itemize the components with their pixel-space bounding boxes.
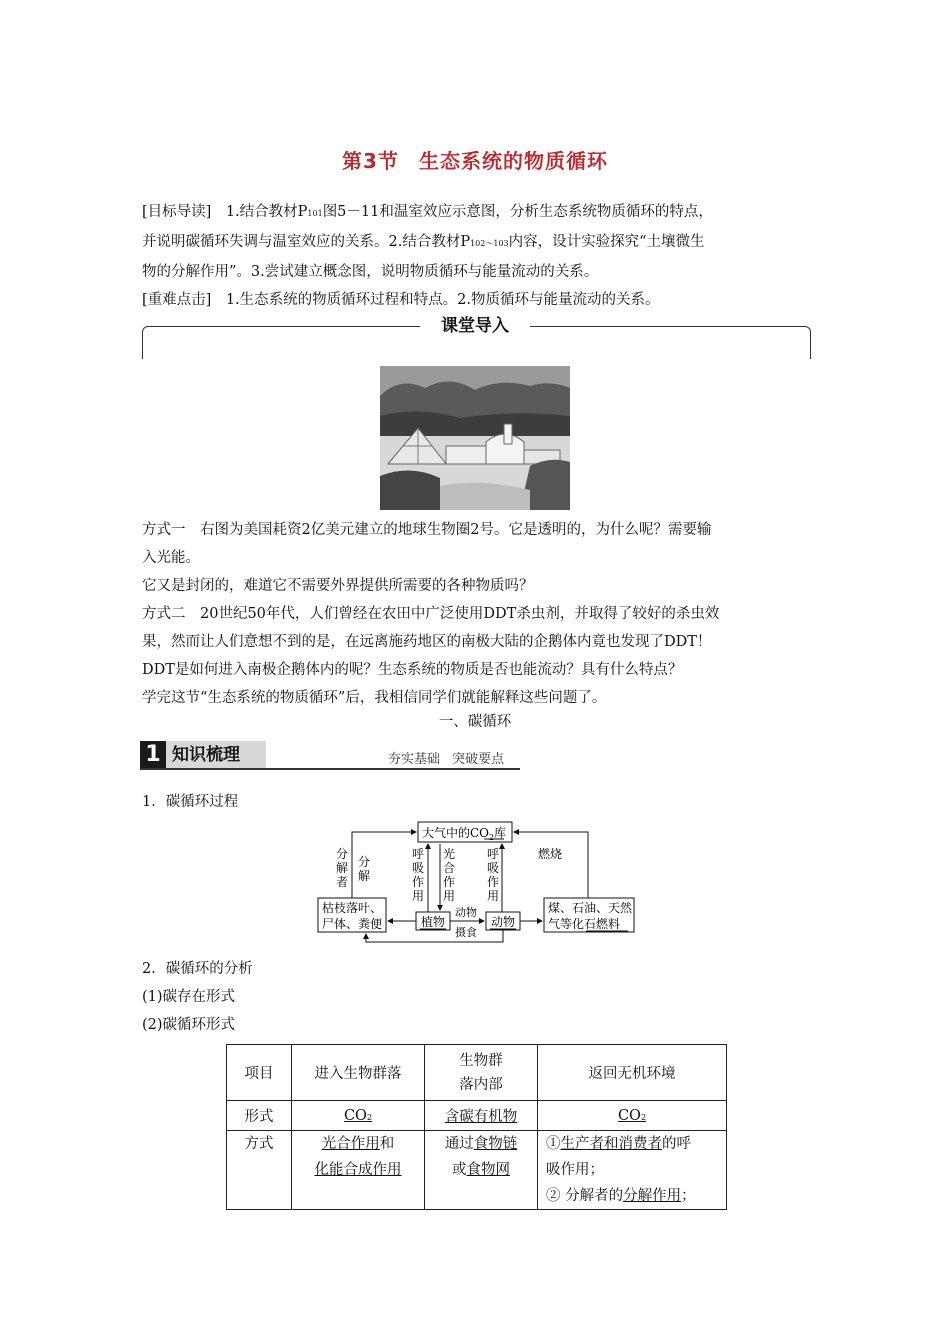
objective-text: [目标导读] 1.结合教材P <box>142 204 308 220</box>
way1-line-2: 入光能。 <box>142 550 200 566</box>
litter-label-1: 枯枝落叶、 <box>322 901 383 915</box>
item-2: 2．碳循环的分析 <box>142 961 253 977</box>
decompose-label-1: 分 <box>358 855 371 869</box>
knowledge-underline <box>140 768 520 770</box>
table-header-cell: 返回无机环境 <box>538 1045 727 1101</box>
burn-arrow <box>514 832 588 898</box>
ingest-animal-label: 动物 <box>455 906 477 919</box>
ingest-label: 摄食 <box>455 926 477 939</box>
objective-text: 内容，设计实验探究“土壤微生 <box>508 234 705 250</box>
respiration-label-1c: 作 <box>412 875 425 889</box>
knowledge-title: 知识梳理 <box>172 745 240 765</box>
biosphere2-photo <box>380 366 570 510</box>
way1-line-3: 它又是封闭的，难道它不需要外界提供所需要的各种物质吗？ <box>142 578 534 594</box>
photosynthesis-label-c: 作 <box>443 875 456 889</box>
intro-label: 课堂导入 <box>420 312 530 340</box>
table-cell: 形式 <box>227 1101 292 1131</box>
table-row <box>227 1101 727 1131</box>
decompose-label-2: 解 <box>358 869 371 883</box>
item-2-2: (2)碳循环形式 <box>142 1017 236 1033</box>
animal-litter-arrow <box>366 930 503 942</box>
carbon-cycle-table <box>226 1044 727 1210</box>
respiration-label-2c: 作 <box>487 875 500 889</box>
way1-line-1: 方式一 右图为美国耗资2亿美元建立的地球生物圈2号。它是透明的，为什么呢？需要输 <box>142 522 712 538</box>
table-row <box>227 1131 727 1210</box>
objective-line-1 <box>142 198 810 228</box>
respiration-label-1a: 呼 <box>412 847 425 861</box>
decomposer-label-1: 分 <box>336 847 349 861</box>
photosynthesis-label-b: 合 <box>443 861 456 875</box>
fossil-label-2: 气等化石燃料 <box>548 917 621 931</box>
page-ref: 102～103 <box>470 239 509 248</box>
litter-label-2: 尸体、粪便 <box>322 917 383 931</box>
way2-line-4: 学完这节“生态系统的物质循环”后，我相信同学们就能解释这些问题了。 <box>142 690 607 706</box>
objective-line-2 <box>142 228 810 258</box>
table-header-cell: 生物群 落内部 <box>425 1045 538 1101</box>
page-ref: 101 <box>307 209 323 218</box>
table-header-cell: 项目 <box>227 1045 292 1101</box>
knowledge-subtitle: 夯实基础 突破要点 <box>388 752 505 767</box>
objective-line-3: 物的分解作用”。3.尝试建立概念图，说明物质循环与能量流动的关系。 <box>142 264 599 280</box>
decomposer-label-2: 解 <box>336 861 349 875</box>
respiration-label-2b: 吸 <box>487 861 500 875</box>
decomposer-label-3: 者 <box>336 875 349 889</box>
photosynthesis-label-d: 用 <box>443 889 456 903</box>
table-header-row <box>227 1045 727 1101</box>
table-cell: CO2 <box>538 1101 727 1131</box>
section-number: 第3节 <box>342 149 399 173</box>
objectives-block <box>142 198 810 314</box>
page-title <box>0 145 950 174</box>
item-2-1: (1)碳存在形式 <box>142 989 236 1005</box>
table-cell: 方式 <box>227 1131 292 1210</box>
animal-label: 动物 <box>491 915 516 929</box>
section-name: 生态系统的物质循环 <box>418 149 608 173</box>
plant-label: 植物 <box>421 915 446 929</box>
section-heading: 一、碳循环 <box>438 714 512 730</box>
photosynthesis-label-a: 光 <box>443 847 456 861</box>
respiration-label-2d: 用 <box>487 889 500 903</box>
table-cell: 通过食物链 或食物网 <box>425 1131 538 1210</box>
burn-label: 燃烧 <box>538 847 563 861</box>
table-header-cell: 进入生物群落 <box>292 1045 425 1101</box>
knowledge-number: 1 <box>140 741 166 769</box>
way2-line-3: DDT是如何进入南极企鹅体内的呢？生态系统的物质是否也能流动？具有什么特点？ <box>142 662 683 678</box>
carbon-cycle-diagram <box>316 818 636 954</box>
table-cell: 含碳有机物 <box>425 1101 538 1131</box>
way2-line-1: 方式二 20世纪50年代，人们曾经在农田中广泛使用DDT杀虫剂，并取得了较好的杀虫效 <box>142 606 720 622</box>
table-cell: ①生产者和消费者的呼 吸作用； ② 分解者的分解作用； <box>538 1131 727 1210</box>
respiration-label-1b: 吸 <box>412 861 425 875</box>
table-cell: 光合作用和 化能合成作用 <box>292 1131 425 1210</box>
fossil-label-1: 煤、石油、天然 <box>548 901 633 915</box>
key-points-line: [重难点击] 1.生态系统的物质循环过程和特点。2.物质循环与能量流动的关系。 <box>142 292 660 308</box>
respiration-label-1d: 用 <box>412 889 425 903</box>
co2-pool-label: 大气中的$CO_2$库 <box>422 826 507 842</box>
objective-text: 图5－11和温室效应示意图，分析生态系统物质循环的特点， <box>322 204 713 220</box>
table-cell: CO2 <box>292 1101 425 1131</box>
objective-text: 并说明碳循环失调与温室效应的关系。2.结合教材P <box>142 234 471 250</box>
intro-text <box>142 516 810 712</box>
way2-line-2: 果，然而让人们意想不到的是，在远离施药地区的南极大陆的企鹅体内竟也发现了DDT！ <box>142 634 712 650</box>
analysis-block <box>142 955 810 1039</box>
item-1: 1．碳循环过程 <box>142 794 239 810</box>
respiration-label-2a: 呼 <box>487 847 500 861</box>
